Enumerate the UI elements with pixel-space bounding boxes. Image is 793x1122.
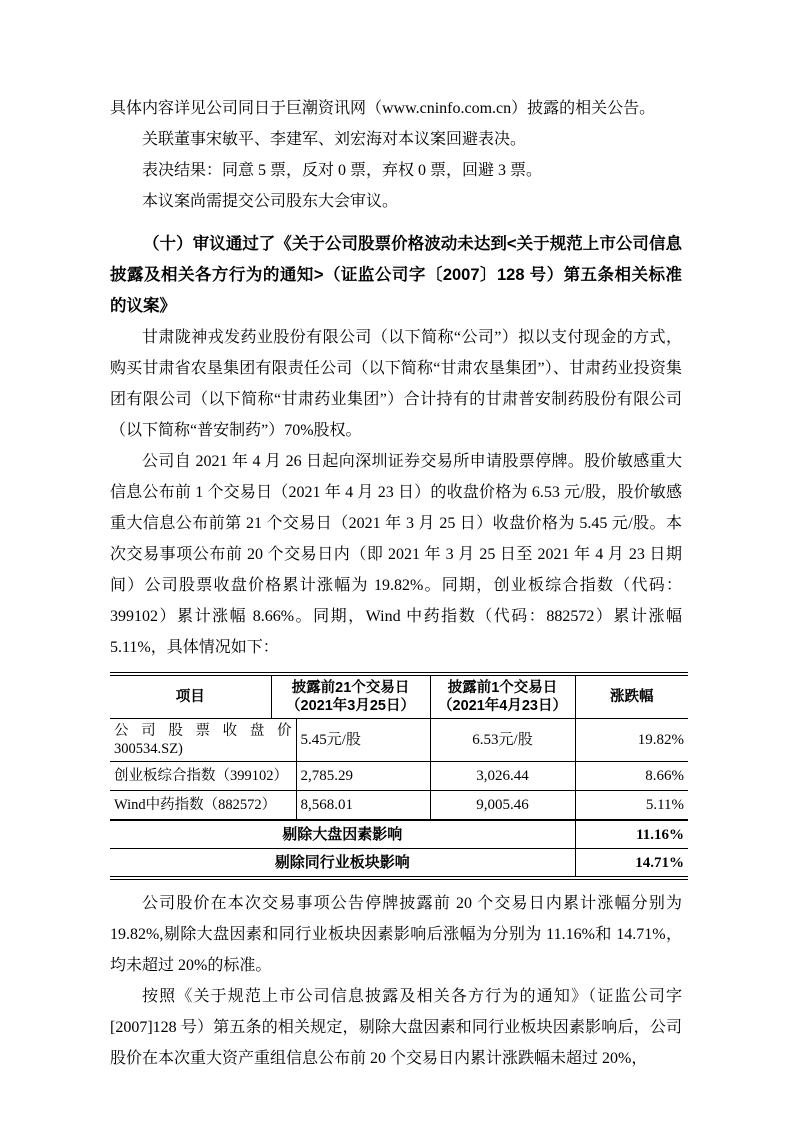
summary-value: 14.71% — [575, 849, 688, 879]
row-label-wind-index: Wind中药指数（882572） — [110, 791, 296, 821]
row-label-chinext-index: 创业板综合指数（399102） — [110, 762, 296, 791]
paragraph-vote-result: 表决结果：同意 5 票，反对 0 票，弃权 0 票，回避 3 票。 — [142, 162, 543, 179]
paragraph-increase-summary: 公司股价在本次交易事项公告停牌披露前 20 个交易日内累计涨幅分别为 19.82%,剔除大盘因素和同行业板块因素影响后涨幅为分别为 11.16%和 14.71%，均未超过 20%的标准。 — [110, 895, 682, 974]
paragraph-price-detail: 公司自 2021 年 4 月 26 日起向深圳证券交易所申请股票停牌。股价敏感重大信息公布前 1 个交易日（2021 年 4 月 23 日）的收盘价格为 6.53 元/股，股价敏感重大信息公布前第 21 个交易日（2021 年 3 月 25 日）收盘价格为 5.45 元/股。本次交易事项公布前 20 个交易日内（即 2021 年 3 月 25 日至 2021 年 4 月 23 日期间）公司股票收盘价格累计涨幅为 19.82%。同期，创业板综合指数（代码：399102）累计涨幅 8.66%。同期，Wind 中药指数（代码：882572）累计涨幅 5.11%，具体情况如下： — [110, 453, 682, 656]
price-change-table — [110, 672, 688, 880]
paragraph-recusal: 关联董事宋敏平、李建军、刘宏海对本议案回避表决。 — [142, 131, 527, 148]
cell-day21: 8,568.01 — [296, 791, 430, 821]
cell-day21: 2,785.29 — [296, 762, 430, 791]
table-row — [110, 762, 688, 791]
table-summary-row — [110, 849, 688, 879]
table-summary-row — [110, 820, 688, 849]
cell-day1: 9,005.46 — [430, 791, 575, 821]
summary-label-market-factor: 剔除大盘因素影响 — [110, 820, 575, 849]
paragraph-shareholder-meeting: 本议案尚需提交公司股东大会审议。 — [142, 193, 399, 210]
cell-day1: 6.53元/股 — [430, 719, 575, 762]
summary-value: 11.16% — [575, 820, 688, 849]
cell-change: 19.82% — [575, 719, 688, 762]
header-item: 项目 — [110, 674, 271, 719]
paragraph-regulation-conclusion: 按照《关于规范上市公司信息披露及相关各方行为的通知》（证监公司字[2007]128 号）第五条的相关规定，剔除大盘因素和同行业板块因素影响后，公司股价在本次重大资产重组信息公布前 20 个交易日内累计涨跌幅未超过 20%， — [110, 988, 682, 1067]
paragraph-disclosure: 具体内容详见公司同日于巨潮资讯网（www.cninfo.com.cn）披露的相关公告。 — [110, 100, 656, 117]
cell-change: 5.11% — [575, 791, 688, 821]
summary-label-sector-factor: 剔除同行业板块影响 — [274, 853, 410, 871]
table-row — [110, 719, 688, 762]
paragraph-acquisition: 甘肃陇神戎发药业股份有限公司（以下简称“公司”）拟以支付现金的方式，购买甘肃省农垦集团有限责任公司（以下简称“甘肃农垦集团”）、甘肃药业投资集团有限公司（以下简称“甘肃药业集团”）合计持有的甘肃普安制药股份有限公司（以下简称“普安制药”）70%股权。 — [110, 329, 682, 439]
header-21days: 披露前21个交易日 （2021年3月25日） — [271, 674, 430, 719]
cell-day21: 5.45元/股 — [296, 719, 430, 762]
table-row — [110, 791, 688, 821]
header-1day: 披露前1个交易日 （2021年4月23日） — [430, 674, 575, 719]
cell-day1: 3,026.44 — [430, 762, 575, 791]
section-heading: （十）审议通过了《关于公司股票价格波动未达到<关于规范上市公司信息披露及相关各方行为的通知>（证监公司字〔2007〕128 号）第五条相关标准的议案》 — [110, 235, 682, 315]
header-change: 涨跌幅 — [575, 674, 688, 719]
row-label-stock-price: 公司股票收盘价 300534.SZ) — [110, 719, 296, 762]
table-header-row — [110, 674, 688, 719]
cell-change: 8.66% — [575, 762, 688, 791]
document-content — [110, 93, 685, 1074]
